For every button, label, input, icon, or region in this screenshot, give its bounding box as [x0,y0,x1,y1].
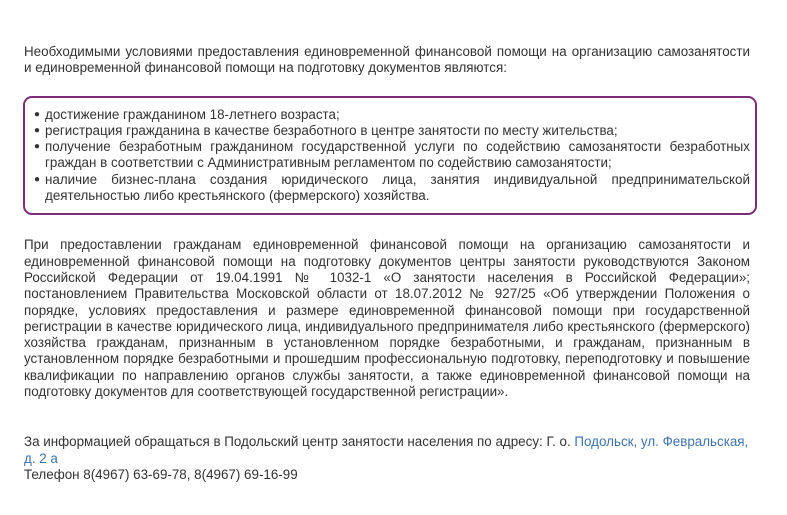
list-item-text: получение безработным гражданином государственной услуги по содействию самозанятости безработных граждан в соответствии с Административным регламентом по содействию самозанятости; [45,139,750,171]
bullet-icon: ● [34,173,41,185]
list-item [34,139,750,172]
list-item [34,172,750,205]
bullet-icon: ● [34,141,41,153]
intro-paragraph: Необходимыми условиями предоставления единовременной финансовой помощи на организацию самозанятости и единовременной финансовой помощи на подготовку документов являются: [24,44,750,76]
phone-line: Телефон 8(4967) 63-69-78, 8(4967) 69-16-99 [24,466,298,482]
address-link[interactable]: Подольск, ул. Февральская, д. 2 а [24,434,749,466]
list-item-text: достижение гражданином 18-летнего возраста; [45,106,340,122]
bullet-icon: ● [34,124,41,136]
contacts-block [24,434,750,483]
contact-info-text: За информацией обращаться в Подольский центр занятости населения по адресу: Г. о. [24,434,575,450]
contact-info [24,434,750,467]
list-item-text: регистрация гражданина в качестве безработного в центре занятости по месту жительства; [45,122,618,138]
legal-paragraph: При предоставлении гражданам единовременной финансовой помощи на организацию самозанятости и единовременной финансовой помощи на подготовку документов центры занятости руководствуются Законом Российской Федерации от 19.04.1991 № 1032-1 «О занятости населения в Российской Федерации»; постановлением Правительства Московской области от 18.07.2012 № 927/25 «Об утверждении Положения о порядке, условиях предоставления и размере единовременной финансовой помощи при государственной регистрации в качестве юридического лица, индивидуального предпринимателя либо крестьянского (фермерского) хозяйства гражданам, признанным в установленном порядке безработными, и гражданам, признанным в установленном порядке безработными и прошедшим профессиональную подготовку, переподготовку и повышение квалификации по направлению органов службы занятости, а также единовременной финансовой помощи на подготовку документов для соответствующей государственной регистрации». [24,237,750,400]
page-content [24,44,750,483]
list-item [34,107,750,123]
conditions-box [23,96,757,216]
list-item [34,123,750,139]
conditions-list [34,107,750,205]
bullet-icon: ● [34,108,41,120]
list-item-text: наличие бизнес-плана создания юридического лица, занятия индивидуальной предпринимательской деятельностью либо крестьянского (фермерского) хозяйства. [45,171,750,204]
